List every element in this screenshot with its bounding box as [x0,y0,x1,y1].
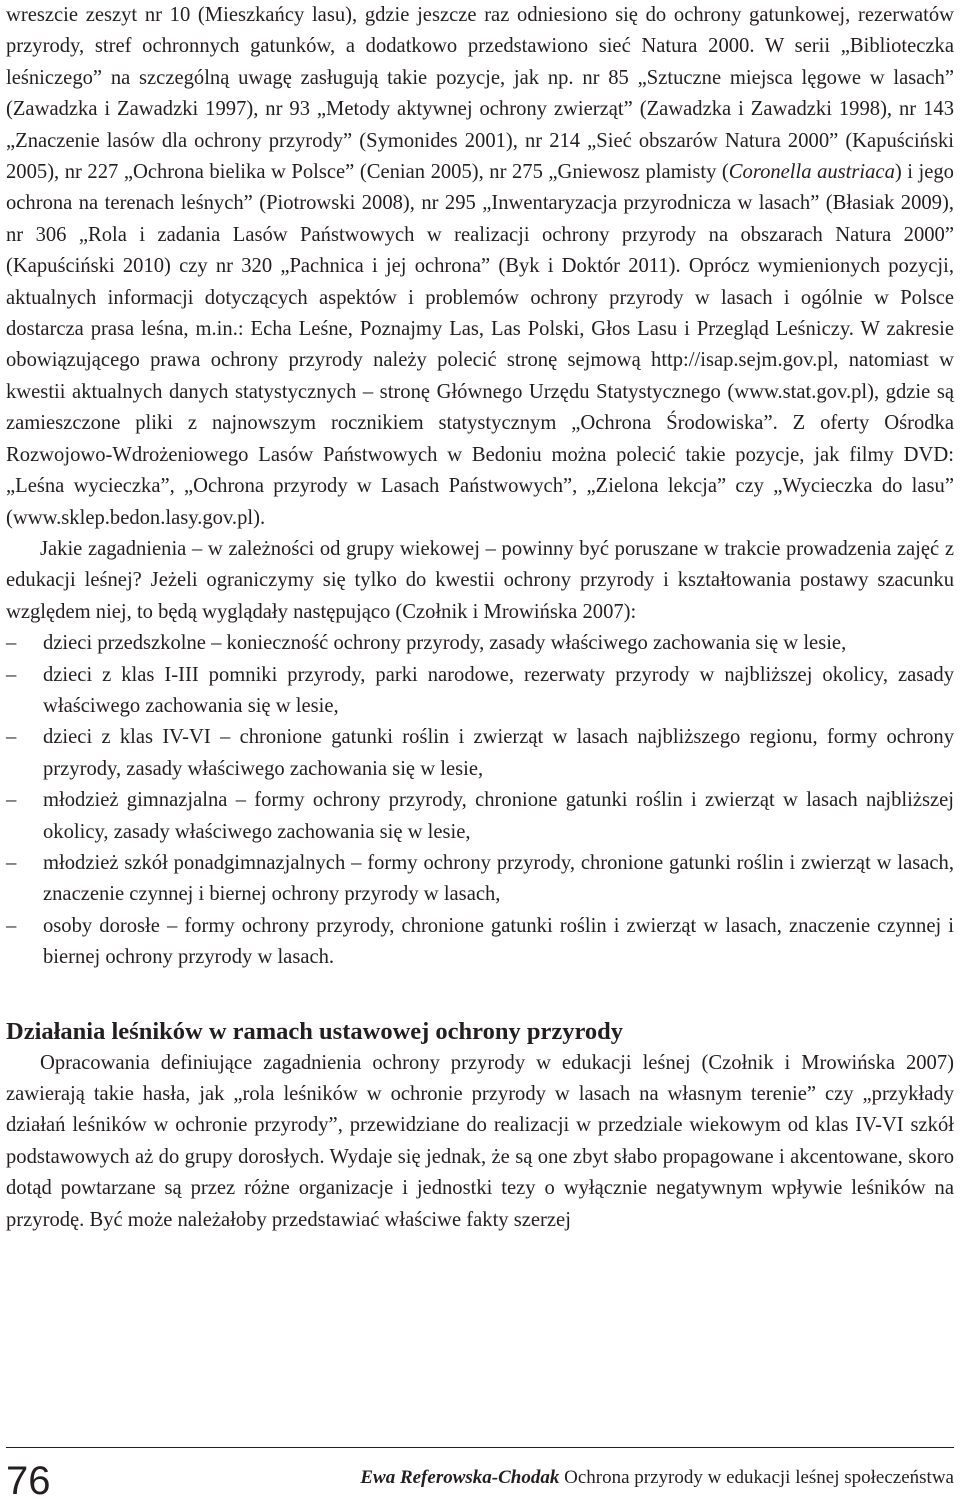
list-dash: – [6,789,17,812]
footer-author: Ewa Referowska-Chodak [360,1467,560,1488]
list-item-text: młodzież gimnazjalna – formy ochrony przyrody, chronione gatunki roślin i zwierząt w lasach najbliższej okolicy, zasady właściwego zachowania się w lesie, [43,789,954,843]
paragraph-publications [6,0,954,534]
age-group-list [6,628,954,973]
list-dash: – [6,632,17,655]
list-item-text: dzieci przedszkolne – konieczność ochrony przyrody, zasady właściwego zachowania się w lesie, [43,632,847,655]
list-item [6,785,954,848]
list-item-text: dzieci z klas I-III pomniki przyrody, parki narodowe, rezerwaty przyrody w najbliższej okolicy, zasady właściwego zachowania się w lesie, [43,663,954,717]
paragraph-age-groups-intro: Jakie zagadnienia – w zależności od grupy wiekowej – powinny być poruszane w trakcie prowadzenia zajęć z edukacji leśnej? Jeżeli ograniczymy się tylko do kwestii ochrony przyrody i kształtowania postawy szacunku względem niej, to będą wyglądały następująco (Czołnik i Mrowińska 2007): [6,537,954,623]
list-item [6,660,954,723]
paragraph-forester-actions: Opracowania definiujące zagadnienia ochrony przyrody w edukacji leśnej (Czołnik i Mrowińska 2007) zawierają takie hasła, jak „rola leśników w ochronie przyrody w lasach na własnym terenie” czy „przykłady działań leśników w ochronie przyrody”, przewidziane do realizacji w przedziale wiekowym od klas IV-VI szkół podstawowych aż do grupy dorosłych. Wydaje się jednak, że są one zbyt słabo propagowane i akcentowane, skoro dotąd powtarzane są przez różne organizacje i jednostki tezy o wyłącznie negatywnym wpływie leśników na przyrodę. Być może należałoby przedstawiać właściwe fakty szerzej [6,1051,954,1231]
footer-title: Ochrona przyrody w edukacji leśnej społeczeństwa [564,1467,954,1488]
list-dash: – [6,851,17,874]
list-item [6,628,954,659]
list-item [6,848,954,911]
list-item-text: osoby dorosłe – formy ochrony przyrody, chronione gatunki roślin i zwierząt w lasach, znaczenie czynnej i biernej ochrony przyrody w lasach. [43,914,954,969]
paragraph-publications-text-b: ) i jego ochrona na terenach leśnych” (Piotrowski 2008), nr 295 „Inwentaryzacja przyrodnicza w lasach” (Błasiak 2009), nr 306 „Rola i zadania Lasów Państwowych w realizacji ochrony przyrody na obszarach Natura 2000” (Kapuściński 2010) czy nr 320 „Pachnica i jej ochrona” (Byk i Doktór 2011). Oprócz wymienionych pozycji, aktualnych informacji dotyczących aspektów i problemów ochrony przyrody w lasach i ogólnie w Polsce dostarcza prasa leśna, m.in.: Echa Leśne, Poznajmy Las, Las Polski, Głos Lasu i Przegląd Leśniczy. W zakresie obowiązującego prawa ochrony przyrody należy polecić stronę sejmową http://isap.sejm.gov.pl, natomiast w kwestii aktualnych danych statystycznych – stronę Głównego Urzędu Statystycznego (www.stat.gov.pl), gdzie są zamieszczone pliki z najnowszym rocznikiem statystycznym „Ochrona Środowiska”. Z oferty Ośrodka Rozwojowo-Wdrożeniowego Lasów Państwowych w Bedoniu można polecić takie pozycje, jak filmy DVD: „Leśna wycieczka”, „Ochrona przyrody w Lasach Państwowych”, „Zielona lekcja” czy „Wycieczka do lasu” (www.sklep.bedon.lasy.gov.pl). [6,161,954,529]
species-name-italic: Coronella austriaca [728,161,895,184]
list-dash: – [6,914,17,937]
section-heading: Działania leśników w ramach ustawowej ochrony przyrody [6,1017,624,1045]
list-dash: – [6,726,17,749]
page-number: 76 [6,1459,51,1503]
list-dash: – [6,663,17,686]
running-footer [360,1466,954,1490]
footer-divider [6,1447,954,1448]
list-item-text: młodzież szkół ponadgimnazjalnych – formy ochrony przyrody, chronione gatunki roślin i zwierząt w lasach, znaczenie czynnej i biernej ochrony przyrody w lasach, [43,851,954,906]
list-item [6,911,954,974]
list-item [6,722,954,785]
list-item-text: dzieci z klas IV-VI – chronione gatunki roślin i zwierząt w lasach najbliższego regionu, formy ochrony przyrody, zasady właściwego zachowania się w lesie, [43,726,954,780]
page-body [6,0,954,1236]
paragraph-publications-text-a: wreszcie zeszyt nr 10 (Mieszkańcy lasu), gdzie jeszcze raz odniesiono się do ochrony gatunkowej, rezerwatów przyrody, stref ochronnych gatunków, a dodatkowo przedstawiono sieć Natura 2000. W serii „Biblioteczka leśniczego” na szczególną uwagę zasługują takie pozycje, jak np. nr 85 „Sztuczne miejsca lęgowe w lasach” (Zawadzka i Zawadzki 1997), nr 93 „Metody aktywnej ochrony zwierząt” (Zawadzka i Zawadzki 1998), nr 143 „Znaczenie lasów dla ochrony przyrody” (Symonides 2001), nr 214 „Sieć obszarów Natura 2000” (Kapuściński 2005), nr 227 „Ochrona bielika w Polsce” (Cenian 2005), nr 275 „Gniewosz plamisty ( [6,4,954,184]
